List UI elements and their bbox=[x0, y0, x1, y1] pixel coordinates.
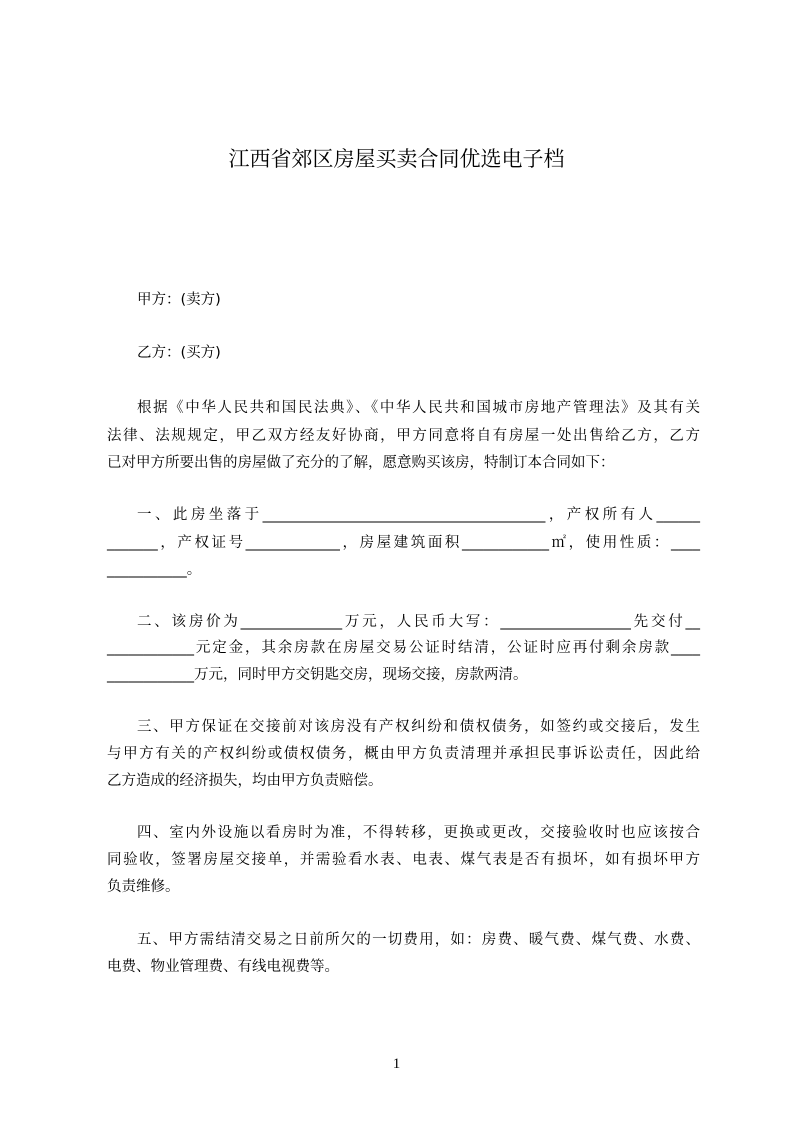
paragraph-line: 四、室内外设施以看房时为准，不得转移，更换或更改，交接验收时也应该按合 bbox=[137, 825, 700, 841]
paragraph-line: 三、甲方保证在交接前对该房没有产权纠纷和债权债务，如签约或交接后，发生 bbox=[137, 719, 700, 735]
document-title: 江西省郊区房屋买卖合同优选电子档 bbox=[228, 147, 565, 171]
paragraph-line: 与甲方有关的产权纠纷或债权债务，概由甲方负责清理并承担民事诉讼责任，因此给 bbox=[107, 746, 700, 762]
paragraph-line: 电费、物业管理费、有线电视费等。 bbox=[107, 959, 339, 975]
paragraph-line: 根据《中华人民共和国民法典》、《中华人民共和国城市房地产管理法》及其有关 bbox=[137, 400, 700, 416]
paragraph-line: 乙方造成的经济损失，均由甲方负责赔偿。 bbox=[107, 773, 383, 789]
paragraph-line: 已对甲方所要出售的房屋做了充分的了解，愿意购买该房，特制订本合同如下： bbox=[107, 455, 615, 471]
page-number: 1 bbox=[392, 1056, 401, 1072]
paragraph-line: ____________元定金，其余房款在房屋交易公证时结清，公证时应再付剩余房款____ bbox=[107, 640, 700, 656]
paragraph-line: 五、甲方需结清交易之日前所欠的一切费用，如：房费、暖气费、煤气费、水费、 bbox=[137, 932, 700, 948]
paragraph-line: 一、此房坐落于_______________________________________，产权所有人______ bbox=[137, 507, 700, 523]
party-b: 乙方：(买方) bbox=[137, 345, 221, 361]
paragraph-line: ____________万元，同时甲方交钥匙交房，现场交接，房款两清。 bbox=[107, 667, 528, 683]
paragraph-line: 法律、法规规定，甲乙双方经友好协商，甲方同意将自有房屋一处出售给乙方，乙方 bbox=[107, 428, 700, 444]
paragraph-line: ___________。 bbox=[107, 562, 202, 578]
paragraph-line: 二、该房价为______________万元，人民币大写：__________________先交付__ bbox=[137, 614, 700, 630]
paragraph-line: _______，产权证号_____________，房屋建筑面积____________㎡，使用性质：____ bbox=[107, 535, 700, 551]
paragraph-line: 负责维修。 bbox=[107, 879, 180, 895]
paragraph-line: 同验收，签署房屋交接单，并需验看水表、电表、煤气表是否有损坏，如有损坏甲方 bbox=[107, 852, 700, 868]
party-a: 甲方：(卖方) bbox=[137, 292, 221, 308]
